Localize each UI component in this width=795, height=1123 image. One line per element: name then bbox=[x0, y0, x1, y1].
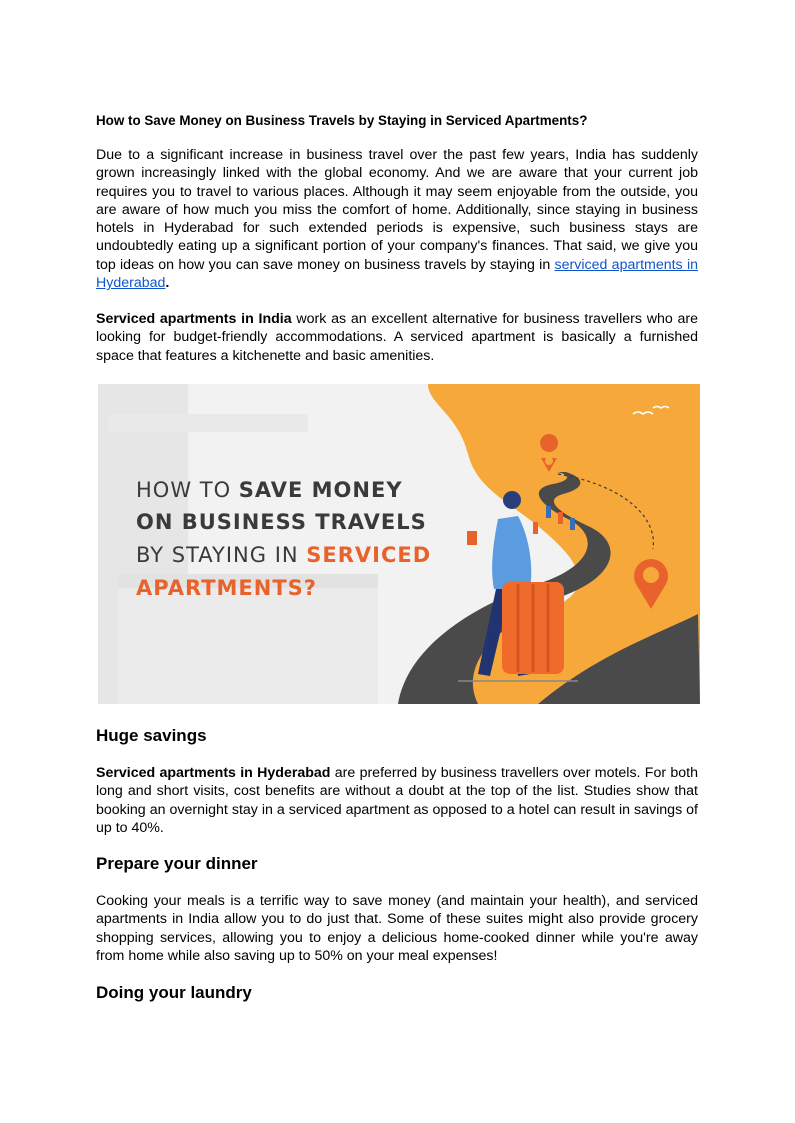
banner-line-1b: SAVE MONEY bbox=[238, 478, 403, 502]
paragraph-2 bbox=[96, 310, 698, 365]
banner-image bbox=[98, 384, 700, 704]
location-pin-large-dot bbox=[643, 567, 659, 583]
traveller-2 bbox=[558, 512, 563, 524]
location-pin-small-icon bbox=[540, 434, 558, 452]
traveller-head bbox=[503, 491, 521, 509]
banner-line-3 bbox=[136, 543, 431, 567]
heading-huge-savings: Huge savings bbox=[96, 726, 207, 745]
banner-illustration bbox=[98, 384, 700, 704]
location-pin-small-dot bbox=[545, 457, 553, 465]
paragraph-huge-savings bbox=[96, 764, 698, 837]
room-ac-unit bbox=[108, 414, 308, 432]
document-title: How to Save Money on Business Travels by Staying in Serviced Apartments? bbox=[96, 113, 588, 128]
banner-line-3a: BY STAYING IN bbox=[136, 543, 307, 567]
serviced-apartments-hyderabad-link[interactable]: serviced apartments in Hyderabad bbox=[96, 256, 698, 292]
banner-line-1 bbox=[136, 478, 403, 502]
para2-text: work as an excellent alternative for business travellers who are looking for budget-friendly accommodations. A serviced apartment is basically a furnished space that features a kitchenette and basic amenities. bbox=[96, 311, 698, 364]
heading-prepare-dinner: Prepare your dinner bbox=[96, 854, 258, 873]
intro-end: . bbox=[165, 275, 170, 292]
paragraph-prepare-dinner bbox=[96, 892, 698, 965]
traveller-4 bbox=[533, 522, 538, 534]
passport-icon bbox=[467, 531, 477, 545]
banner-line-2: ON BUSINESS TRAVELS bbox=[136, 510, 427, 534]
intro-paragraph bbox=[96, 146, 698, 292]
banner-line-3b: SERVICED bbox=[306, 543, 432, 567]
savings-text: are preferred by business travellers over motels. For both long and short visits, cost benefits are without a doubt at the top of the list. Studies show that booking an overnight stay in a serviced apartment as opposed to a hotel can result in savings of up to 40%. bbox=[96, 765, 698, 836]
traveller-1 bbox=[546, 506, 551, 518]
intro-text: Due to a significant increase in business travel over the past few years, India has suddenly grown increasingly linked with the global economy. And we are aware that your current job requires you to travel to various places. Although it may seem enjoyable from the outside, you are aware of how much you miss the comfort of home. Additionally, since staying in business hotels in Hyderabad for such extended periods is expensive, such business stays are undoubtedly eating up a significant portion of your company's finances. That said, we give you top ideas on how you can save money on business travels by staying in bbox=[96, 147, 698, 273]
dinner-text: Cooking your meals is a terrific way to save money (and maintain your health), and serviced apartments in India allow you to do just that. Some of these suites might also provide grocery shopping services, allowing you to enjoy a delicious home-cooked dinner while you're away from home while also saving up to 50% on your meal expenses! bbox=[96, 893, 698, 964]
room-bed bbox=[118, 584, 378, 704]
traveller-3 bbox=[570, 518, 575, 530]
banner-line-4: APARTMENTS? bbox=[136, 576, 317, 600]
savings-bold: Serviced apartments in Hyderabad bbox=[96, 765, 331, 781]
banner-line-1a: HOW TO bbox=[136, 478, 239, 502]
heading-doing-laundry: Doing your laundry bbox=[96, 983, 252, 1002]
para2-bold: Serviced apartments in India bbox=[96, 311, 292, 327]
